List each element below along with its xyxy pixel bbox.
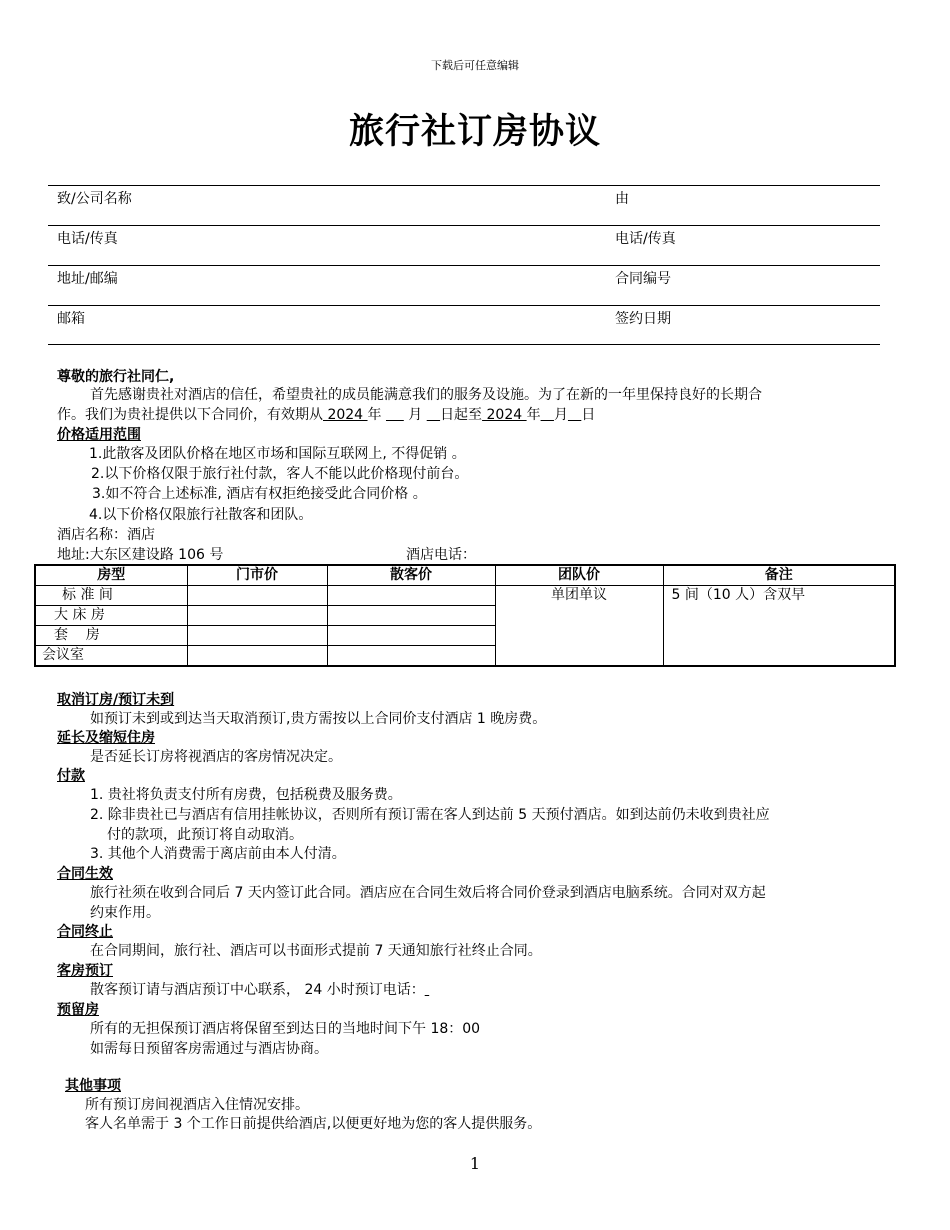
- room-type-cell: 会议室: [35, 646, 187, 667]
- intro-line-2: [57, 404, 595, 424]
- intro-text: 年: [367, 407, 386, 423]
- section-heading-termination: 合同终止: [57, 924, 113, 940]
- start-day-blank: [427, 407, 440, 423]
- other-line: 客人名单需于 3 个工作日前提供给酒店,以便更好地为您的客人提供服务。: [85, 1116, 542, 1132]
- intro-text: 日: [581, 407, 596, 423]
- intro-text: 作。我们为贵社提供以下合同价，有效期从: [57, 407, 323, 423]
- info-rule: [48, 305, 880, 306]
- end-year: 2024: [482, 407, 527, 423]
- reservation-text: 散客预订请与酒店预订中心联系， 24 小时预订电话：: [90, 982, 425, 998]
- scope-heading: 价格适用范围: [57, 427, 141, 443]
- header-rack-rate: 门市价: [187, 565, 327, 586]
- hotel-address: 地址:大东区建设路 106 号: [57, 547, 224, 563]
- scope-item: 1.此散客及团队价格在地区市场和国际互联网上, 不得促销 。: [89, 446, 466, 462]
- rack-rate-cell: [187, 646, 327, 667]
- section-line: 约束作用。: [90, 905, 160, 921]
- intro-text: 年: [526, 407, 541, 423]
- info-label-email: 邮箱: [57, 311, 85, 327]
- fit-rate-cell: [327, 646, 495, 667]
- section-heading-effective: 合同生效: [57, 866, 113, 882]
- intro-text: 月: [553, 407, 568, 423]
- reservation-phone-blank: [425, 982, 429, 998]
- rack-rate-cell: [187, 606, 327, 626]
- section-heading-extend: 延长及缩短住房: [57, 730, 155, 746]
- rack-rate-cell: [187, 626, 327, 646]
- intro-text: 日起至: [440, 407, 483, 423]
- header-room-type: 房型: [35, 565, 187, 586]
- start-month-blank: [386, 407, 404, 423]
- start-year: 2024: [323, 407, 368, 423]
- greeting: 尊敬的旅行社同仁,: [57, 369, 175, 385]
- info-rule: [48, 344, 880, 345]
- section-line: 如需每日预留客房需通过与酒店协商。: [90, 1041, 328, 1057]
- info-label-phone-right: 电话/传真: [615, 231, 676, 247]
- section-heading-reservation: 客房预订: [57, 963, 113, 979]
- other-heading: 其他事项: [65, 1078, 121, 1094]
- other-line: 所有预订房间视酒店入住情况安排。: [85, 1097, 309, 1113]
- info-label-contract-no: 合同编号: [615, 271, 671, 287]
- section-line: 所有的无担保预订酒店将保留至到达日的当地时间下午 18：00: [90, 1021, 481, 1037]
- end-day-blank: [568, 407, 581, 423]
- table-row: [35, 586, 895, 606]
- table-header-row: [35, 565, 895, 586]
- section-heading-payment: 付款: [57, 768, 85, 784]
- document-title: 旅行社订房协议: [348, 112, 601, 152]
- fit-rate-cell: [327, 586, 495, 606]
- info-label-from: 由: [615, 191, 629, 207]
- end-month-blank: [541, 407, 554, 423]
- hotel-name: 酒店名称：酒店: [57, 527, 155, 543]
- section-line: 1. 贵社将负责支付所有房费，包括税费及服务费。: [90, 787, 402, 803]
- fit-rate-cell: [327, 606, 495, 626]
- room-type-cell: 标 准 间: [35, 586, 187, 606]
- section-line: 付的款项，此预订将自动取消。: [107, 827, 303, 843]
- page-number: 1: [469, 1154, 481, 1173]
- room-type-cell: 大 床 房: [35, 606, 187, 626]
- intro-text: 月: [403, 407, 427, 423]
- header-group-rate: 团队价: [495, 565, 663, 586]
- section-line: 2. 除非贵社已与酒店有信用挂帐协议，否则所有预订需在客人到达前 5 天预付酒店。如到达前仍未收到贵社应: [90, 807, 770, 823]
- remarks-cell: 5 间（10 人）含双早: [663, 586, 895, 667]
- fit-rate-cell: [327, 626, 495, 646]
- info-rule: [48, 265, 880, 266]
- info-rule: [48, 225, 880, 226]
- section-line: 旅行社须在收到合同后 7 天内签订此合同。酒店应在合同生效后将合同价登录到酒店电脑系统。合同对双方起: [90, 885, 766, 901]
- header-fit-rate: 散客价: [327, 565, 495, 586]
- section-line: 3. 其他个人消费需于离店前由本人付清。: [90, 846, 346, 862]
- scope-item: 3.如不符合上述标准, 酒店有权拒绝接受此合同价格 。: [92, 486, 427, 502]
- info-rule: [48, 185, 880, 186]
- section-line: 是否延长订房将视酒店的客房情况决定。: [90, 749, 342, 765]
- info-label-company: 致/公司名称: [57, 191, 132, 207]
- section-heading-hold: 预留房: [57, 1002, 99, 1018]
- info-label-sign-date: 签约日期: [615, 311, 671, 327]
- header-note: 下载后可任意编辑: [431, 59, 519, 72]
- info-label-address: 地址/邮编: [57, 271, 118, 287]
- section-line: 在合同期间，旅行社、酒店可以书面形式提前 7 天通知旅行社终止合同。: [90, 943, 542, 959]
- section-line: [90, 979, 429, 999]
- info-label-phone: 电话/传真: [57, 231, 118, 247]
- header-remarks: 备注: [663, 565, 895, 586]
- price-table: [34, 564, 896, 667]
- scope-item: 2.以下价格仅限于旅行社付款，客人不能以此价格现付前台。: [91, 466, 469, 482]
- hotel-phone-label: 酒店电话：: [406, 547, 476, 563]
- scope-item: 4.以下价格仅限旅行社散客和团队。: [89, 507, 313, 523]
- rack-rate-cell: [187, 586, 327, 606]
- group-rate-cell: 单团单议: [495, 586, 663, 667]
- room-type-cell: 套 房: [35, 626, 187, 646]
- intro-line-1: 首先感谢贵社对酒店的信任，希望贵社的成员能满意我们的服务及设施。为了在新的一年里保持良好的长期合: [90, 387, 762, 403]
- section-heading-cancel: 取消订房/预订未到: [57, 692, 175, 708]
- section-line: 如预订未到或到达当天取消预订,贵方需按以上合同价支付酒店 1 晚房费。: [90, 711, 547, 727]
